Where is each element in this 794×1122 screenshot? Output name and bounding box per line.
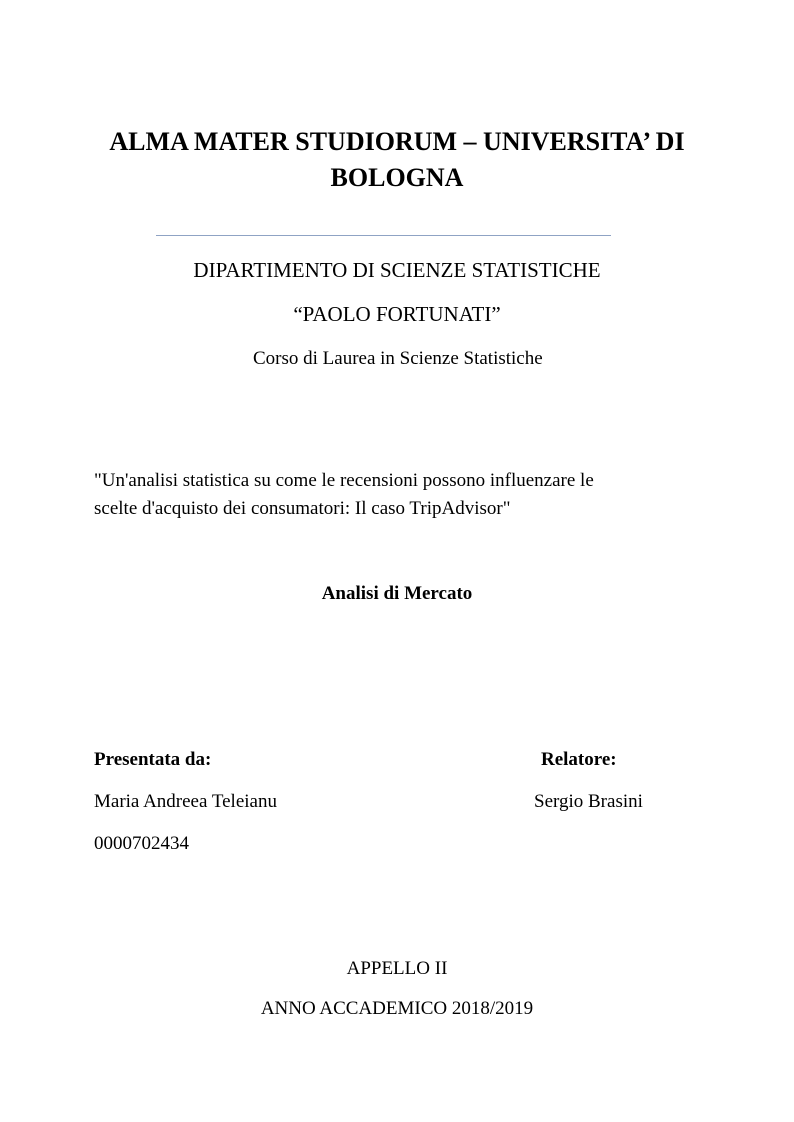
exam-session: APPELLO II [346,958,448,979]
thesis-title-line1: "Un'analisi statistica su come le recensioni possono influenzare le [94,470,594,491]
advisor-name: Sergio Brasini [534,791,643,812]
header-divider [156,235,611,236]
university-heading [0,124,794,196]
department-title: DIPARTIMENTO DI SCIENZE STATISTICHE [193,258,601,282]
degree-course: Corso di Laurea in Scienze Statistiche [253,348,543,369]
advisor-label: Relatore: [541,749,617,770]
candidate-id: 0000702434 [94,833,189,854]
academic-year: ANNO ACCADEMICO 2018/2019 [260,998,534,1019]
candidate-name: Maria Andreea Teleianu [94,791,277,812]
thesis-title [94,467,714,523]
department-name: “PAOLO FORTUNATI” [293,302,501,326]
thesis-title-line2: scelte d'acquisto dei consumatori: Il caso TripAdvisor" [94,498,511,519]
university-heading-line2: BOLOGNA [330,163,464,192]
candidate-label: Presentata da: [94,749,212,770]
thesis-subject: Analisi di Mercato [321,583,473,604]
university-heading-line1: ALMA MATER STUDIORUM – UNIVERSITA’ DI [109,127,685,156]
